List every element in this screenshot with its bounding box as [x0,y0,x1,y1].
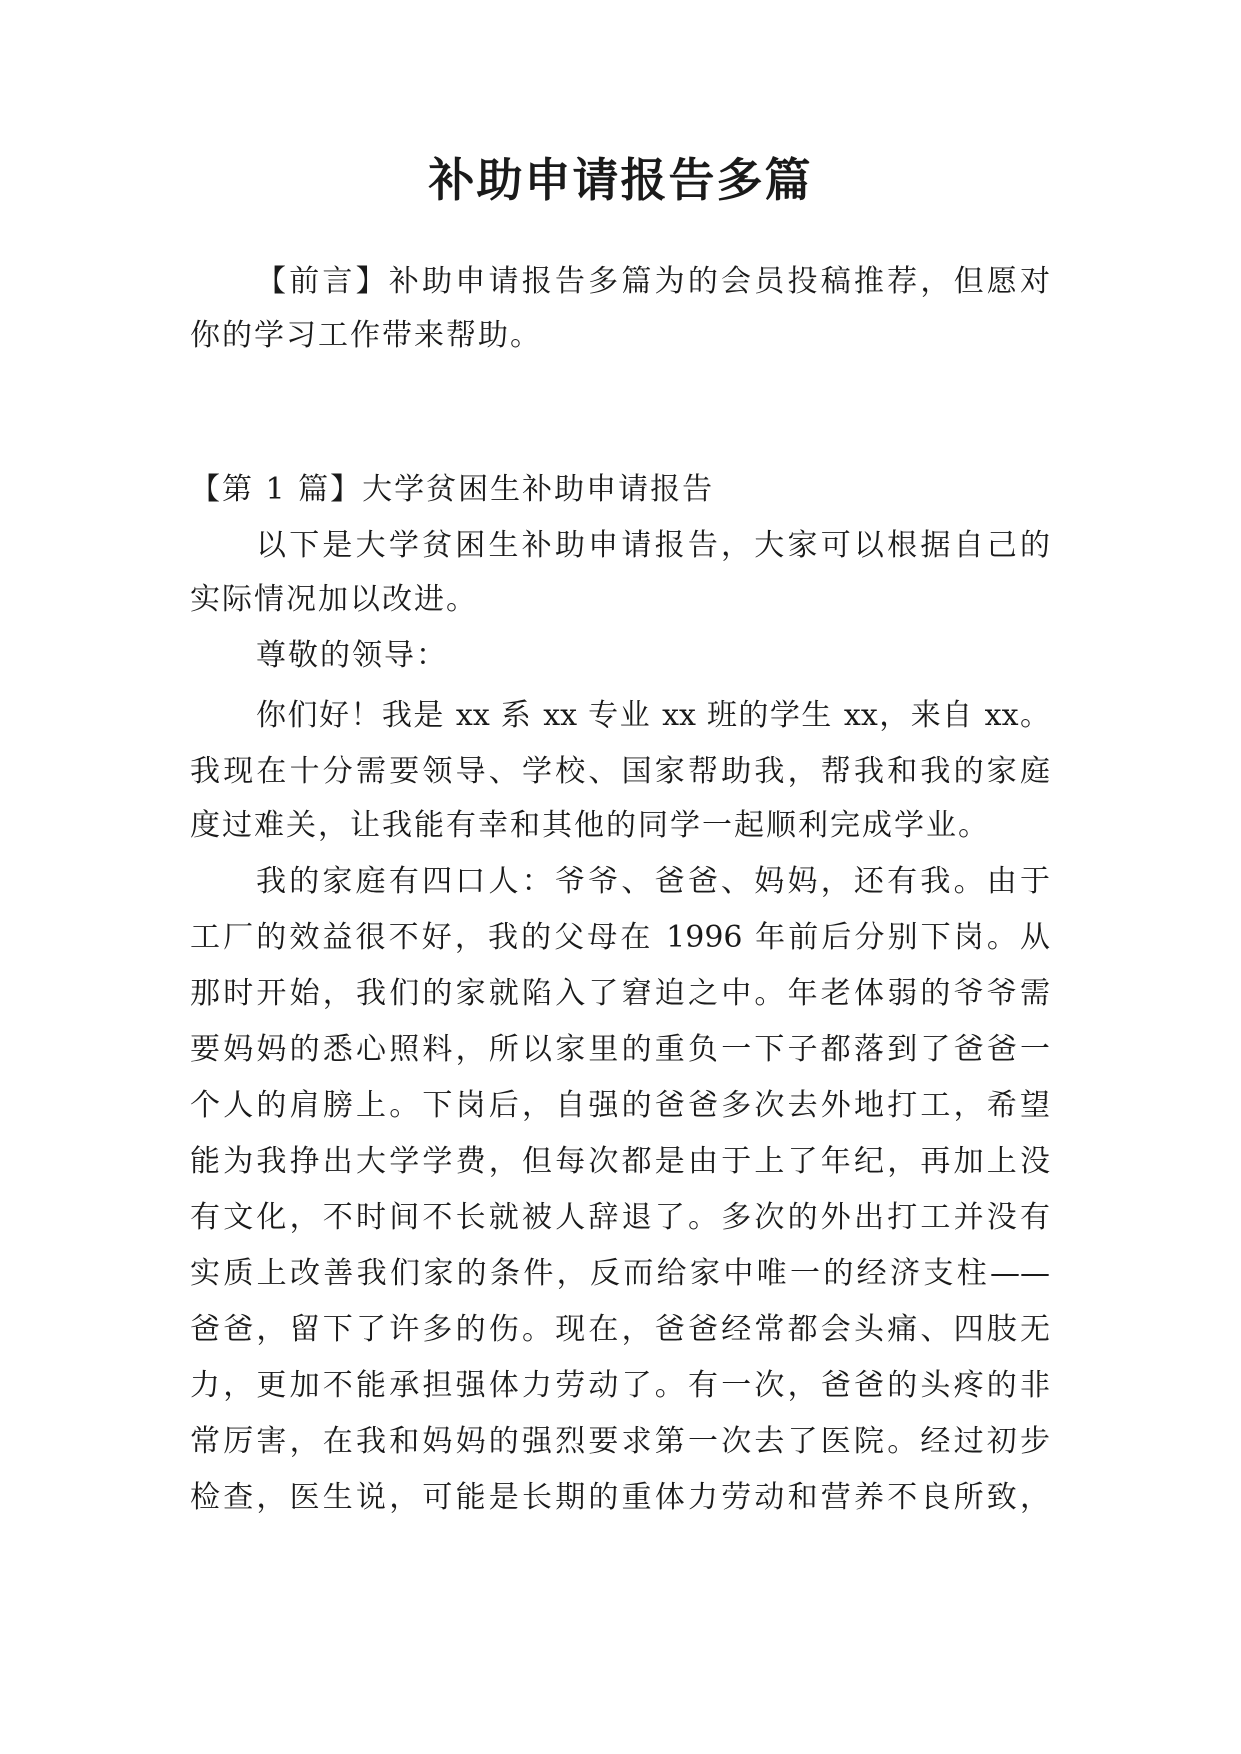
section-heading: 【第 1 篇】大学贫困生补助申请报告 [190,472,715,507]
body-line-3: 度过难关，让我能有幸和其他的同学一起顺利完成学业。 [190,808,990,843]
body-line-11: 实质上改善我们家的条件，反而给家中唯一的经济支柱—— [190,1256,1050,1291]
body-line-1: 你们好！我是 xx 系 xx 专业 xx 班的学生 xx，来自 xx。 [256,698,1050,733]
document-title: 补助申请报告多篇 [428,153,813,207]
body-line-8: 个人的肩膀上。下岗后，自强的爸爸多次去外地打工，希望 [190,1088,1050,1123]
salutation: 尊敬的领导： [256,638,448,673]
body-line-4: 我的家庭有四口人：爷爷、爸爸、妈妈，还有我。由于 [256,864,1050,899]
body-line-5: 工厂的效益很不好，我的父母在 1996 年前后分别下岗。从 [190,920,1050,955]
body-line-9: 能为我挣出大学学费，但每次都是由于上了年纪，再加上没 [190,1144,1050,1179]
body-line-6: 那时开始，我们的家就陷入了窘迫之中。年老体弱的爷爷需 [190,976,1050,1011]
body-line-14: 常厉害，在我和妈妈的强烈要求第一次去了医院。经过初步 [190,1424,1050,1459]
body-line-13: 力，更加不能承担强体力劳动了。有一次，爸爸的头疼的非 [190,1368,1050,1403]
intro-line-1: 以下是大学贫困生补助申请报告，大家可以根据自己的 [256,528,1050,563]
intro-line-2: 实际情况加以改进。 [190,582,478,617]
body-line-15: 检查，医生说，可能是长期的重体力劳动和营养不良所致， [190,1480,1050,1515]
preface-line-1: 【前言】补助申请报告多篇为的会员投稿推荐，但愿对 [256,264,1050,299]
preface-line-2: 你的学习工作带来帮助。 [190,318,542,353]
body-line-12: 爸爸，留下了许多的伤。现在，爸爸经常都会头痛、四肢无 [190,1312,1050,1347]
body-line-2: 我现在十分需要领导、学校、国家帮助我，帮我和我的家庭 [190,754,1050,789]
body-line-7: 要妈妈的悉心照料，所以家里的重负一下子都落到了爸爸一 [190,1032,1050,1067]
body-line-10: 有文化，不时间不长就被人辞退了。多次的外出打工并没有 [190,1200,1050,1235]
